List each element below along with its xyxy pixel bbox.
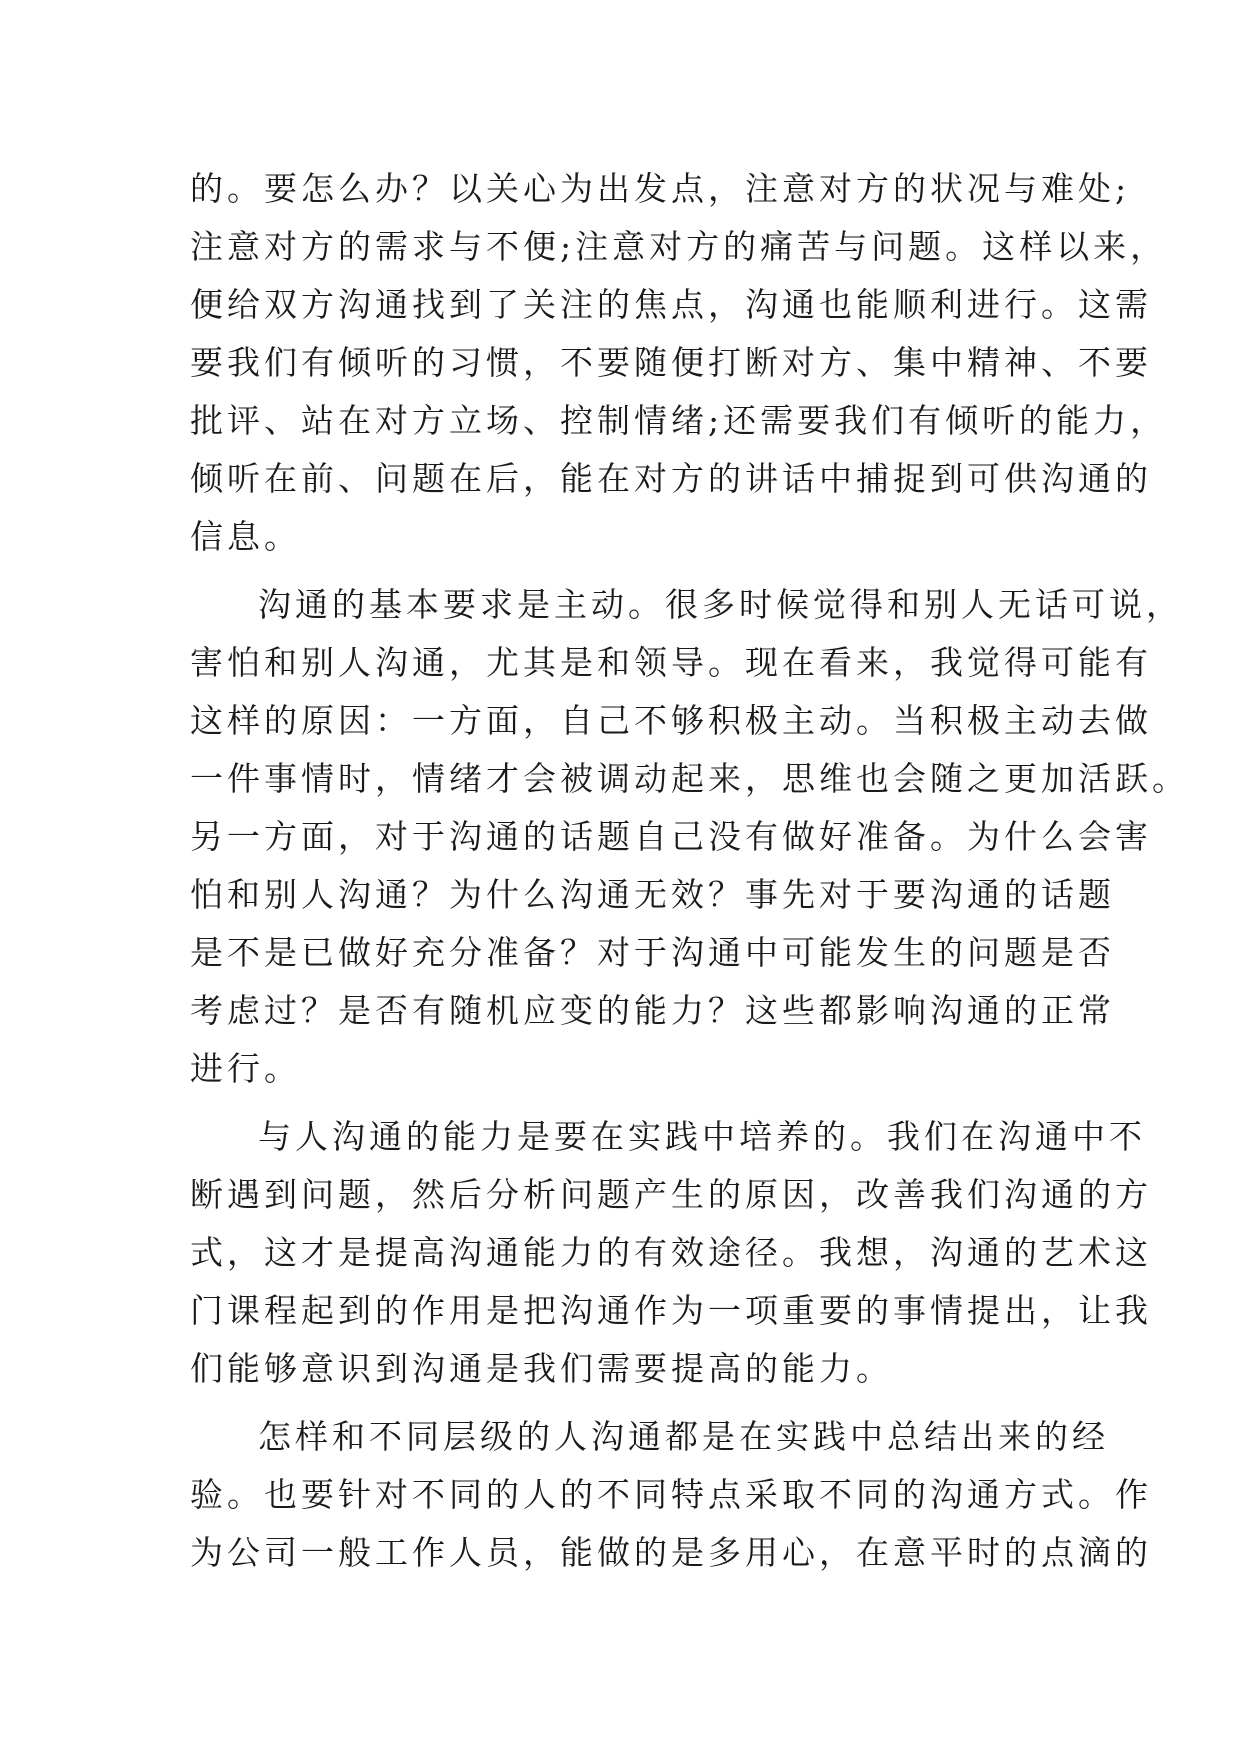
- text-line: 门课程起到的作用是把沟通作为一项重要的事情提出，让我: [190, 1291, 1152, 1330]
- text-line: 害怕和别人沟通，尤其是和领导。现在看来，我觉得可能有: [190, 643, 1152, 682]
- text-line: 的。要怎么办？以关心为出发点，注意对方的状况与难处;: [190, 169, 1131, 208]
- paragraph-first-line: 与人沟通的能力是要在实践中培养的。我们在沟通中不: [258, 1117, 1146, 1156]
- text-line: 便给双方沟通找到了关注的焦点，沟通也能顺利进行。这需: [190, 285, 1152, 324]
- text-line: 这样的原因：一方面，自己不够积极主动。当积极主动去做: [190, 701, 1152, 740]
- text-line: 是不是已做好充分准备？对于沟通中可能发生的问题是否: [190, 933, 1115, 972]
- text-line: 断遇到问题，然后分析问题产生的原因，改善我们沟通的方: [190, 1175, 1152, 1214]
- paragraph-first-line: 怎样和不同层级的人沟通都是在实践中总结出来的经: [258, 1417, 1109, 1456]
- text-line: 式，这才是提高沟通能力的有效途径。我想，沟通的艺术这: [190, 1233, 1152, 1272]
- text-line: 们能够意识到沟通是我们需要提高的能力。: [190, 1349, 893, 1388]
- paragraph-first-line: 沟通的基本要求是主动。很多时候觉得和别人无话可说，: [258, 585, 1183, 624]
- text-line: 信息。: [190, 517, 301, 556]
- text-line: 进行。: [190, 1049, 301, 1088]
- text-line: 怕和别人沟通？为什么沟通无效？事先对于要沟通的话题: [190, 875, 1115, 914]
- text-line: 验。也要针对不同的人的不同特点采取不同的沟通方式。作: [190, 1475, 1152, 1514]
- text-line: 一件事情时，情绪才会被调动起来，思维也会随之更加活跃。: [190, 759, 1189, 798]
- text-line: 考虑过？是否有随机应变的能力？这些都影响沟通的正常: [190, 991, 1115, 1030]
- text-line: 要我们有倾听的习惯，不要随便打断对方、集中精神、不要: [190, 343, 1152, 382]
- body-text: [190, 160, 1189, 1582]
- text-line: 注意对方的需求与不便;注意对方的痛苦与问题。这样以来，: [190, 227, 1168, 266]
- text-line: 另一方面，对于沟通的话题自己没有做好准备。为什么会害: [190, 817, 1152, 856]
- text-line: 倾听在前、问题在后，能在对方的讲话中捕捉到可供沟通的: [190, 459, 1152, 498]
- text-line: 为公司一般工作人员，能做的是多用心，在意平时的点滴的: [190, 1533, 1152, 1572]
- text-line: 批评、站在对方立场、控制情绪;还需要我们有倾听的能力，: [190, 401, 1168, 440]
